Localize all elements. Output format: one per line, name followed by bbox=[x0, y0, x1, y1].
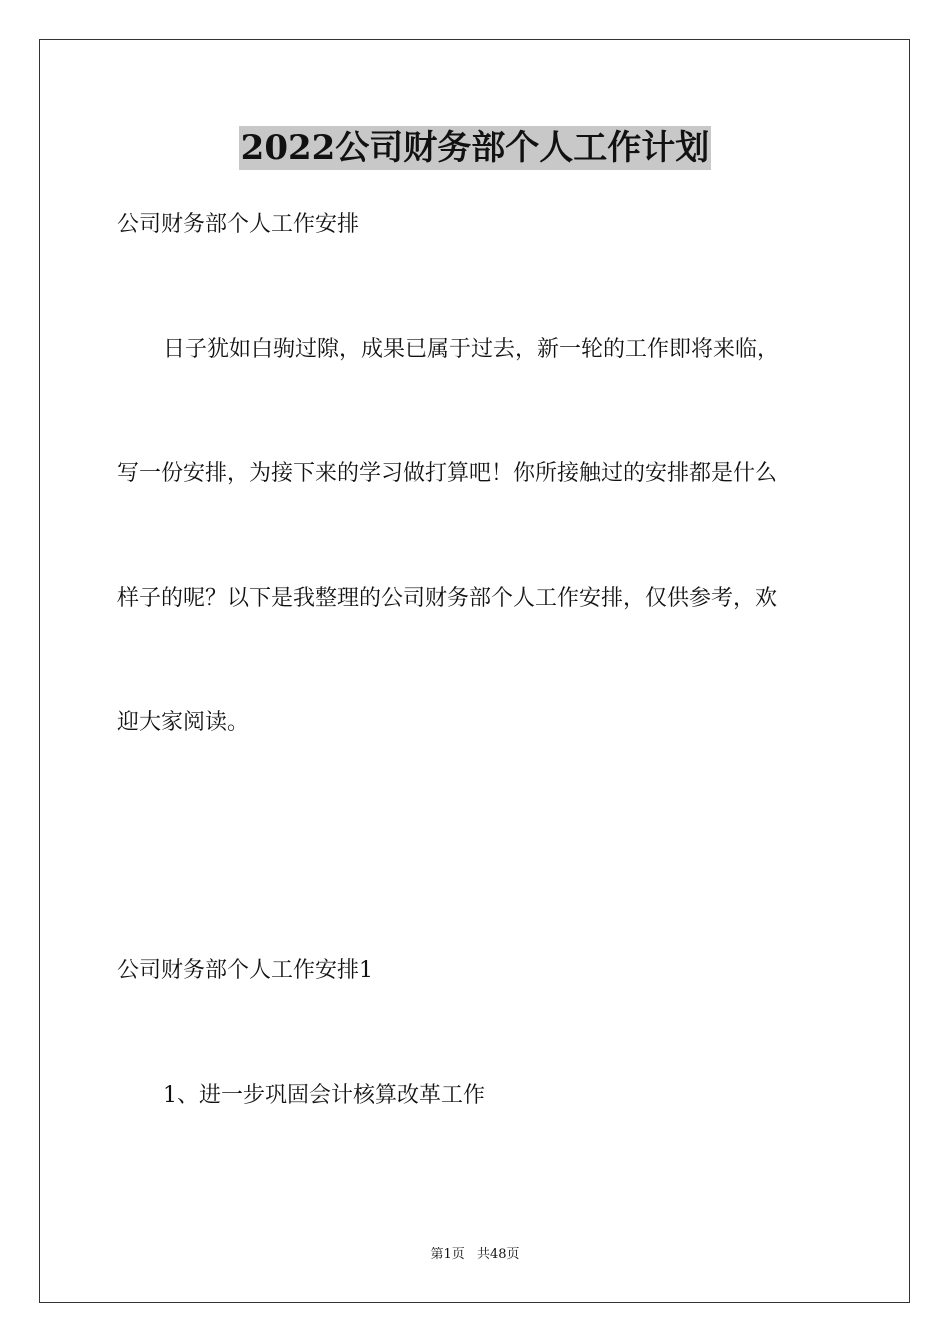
title-container bbox=[0, 126, 950, 170]
total-pages: 共48页 bbox=[476, 1247, 520, 1262]
list-item: 1、进一步巩固会计核算改革工作 bbox=[163, 1083, 485, 1108]
page-footer bbox=[0, 1246, 950, 1264]
intro-line-3: 样子的呢？以下是我整理的公司财务部个人工作安排，仅供参考，欢 bbox=[117, 586, 778, 611]
document-title: 2022公司财务部个人工作计划 bbox=[240, 128, 710, 168]
document-subtitle: 公司财务部个人工作安排 bbox=[117, 212, 360, 237]
intro-line-2: 写一份安排，为接下来的学习做打算吧！你所接触过的安排都是什么 bbox=[117, 461, 778, 486]
intro-line-4: 迎大家阅读。 bbox=[117, 710, 250, 735]
page-number: 第1页 bbox=[430, 1247, 465, 1262]
section-heading: 公司财务部个人工作安排1 bbox=[117, 958, 373, 983]
intro-line-1: 日子犹如白驹过隙，成果已属于过去，新一轮的工作即将来临， bbox=[163, 337, 780, 362]
